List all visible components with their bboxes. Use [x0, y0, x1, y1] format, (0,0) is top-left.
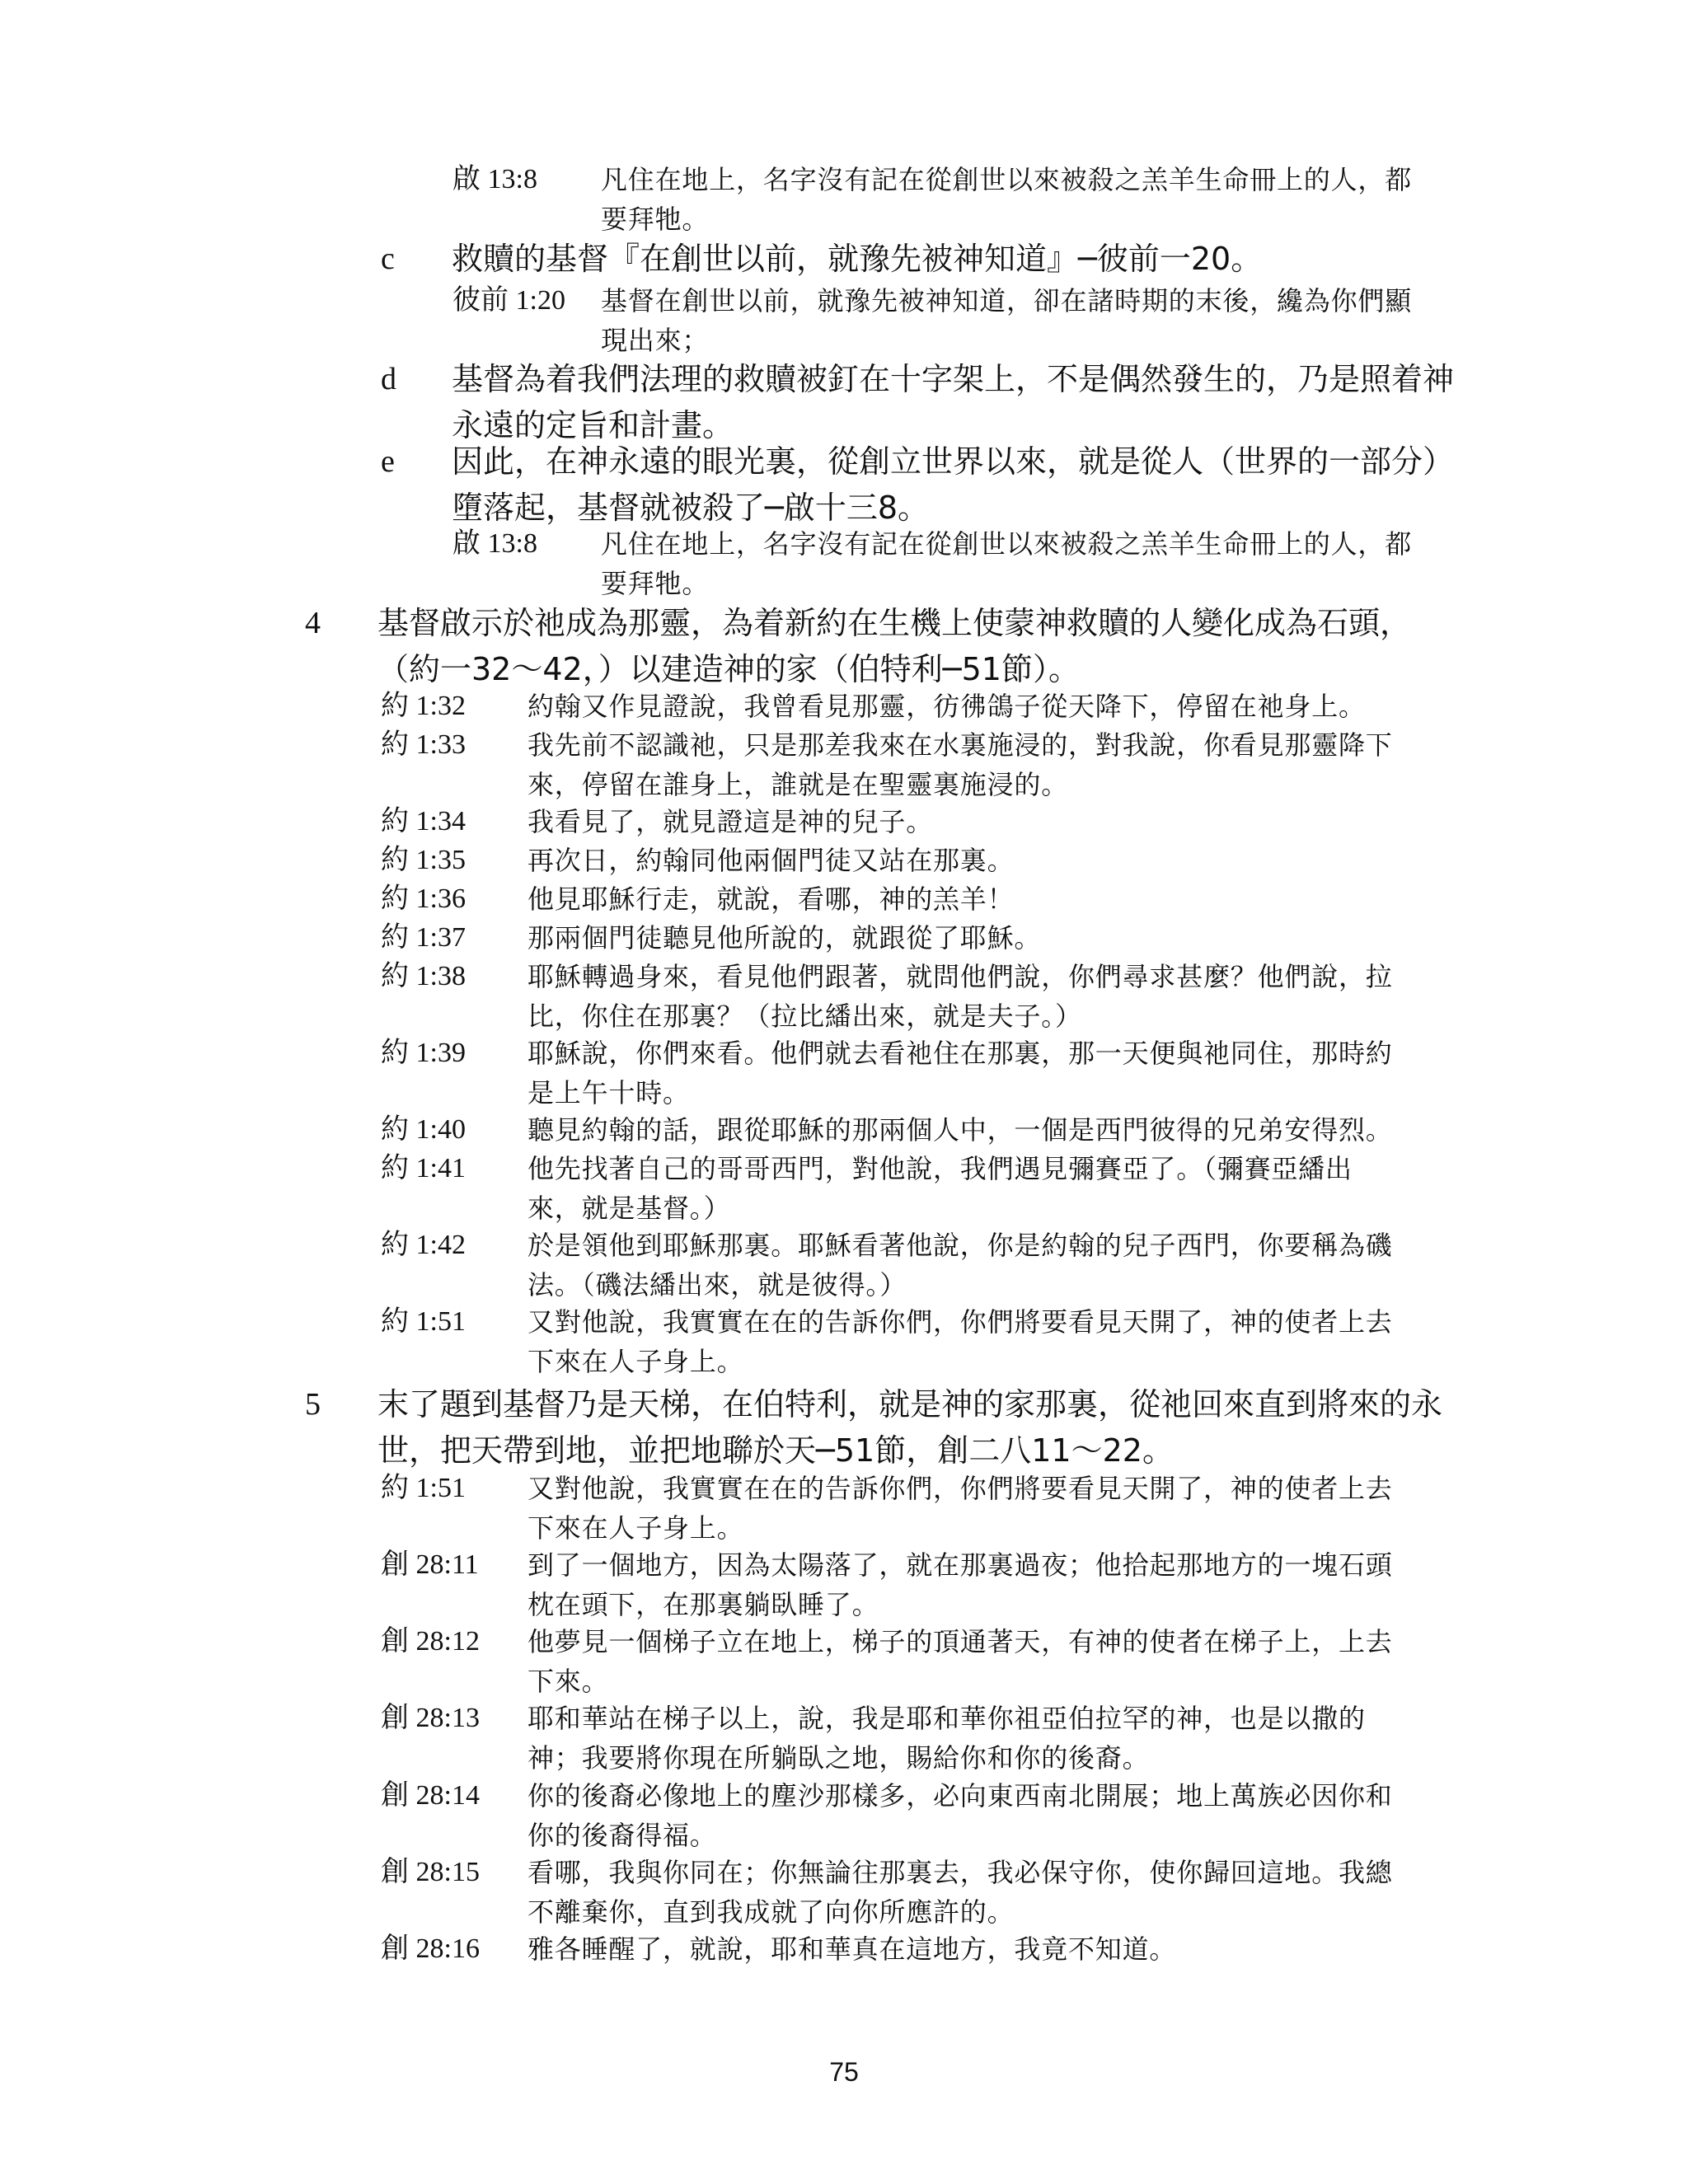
verse-line: 耶和華站在梯子以上，說，我是耶和華你祖亞伯拉罕的神，也是以撒的: [528, 1703, 1366, 1734]
verse-line: 又對他說，我實實在在的告訴你們，你們將要看見天開了，神的使者上去: [528, 1306, 1393, 1338]
point-label: c: [381, 241, 395, 276]
verse-line: 他見耶穌行走，就說，看哪，神的羔羊！: [528, 883, 1015, 915]
verse-text: [528, 1776, 1393, 1855]
verse-line: 不離棄你，直到我成就了向你所應許的。: [528, 1896, 1015, 1928]
verse-reference: 創 28:14: [381, 1780, 480, 1811]
verse-line: 耶穌說，你們來看。他們就去看祂住在那裏，那一天便與祂同住，那時約: [528, 1038, 1393, 1069]
verse-reference: 約 1:33: [381, 729, 466, 760]
point-line: 基督啟示於祂成為那靈，為着新約在生機上使蒙神救贖的人變化成為石頭，: [377, 605, 1412, 641]
verse-text: [528, 841, 1014, 880]
point-text: [452, 438, 1454, 531]
verse-reference: 約 1:51: [381, 1473, 466, 1503]
verse-reference: 創 28:16: [381, 1933, 480, 1964]
verse-line: 現出來；: [601, 325, 710, 356]
verse-line: 看哪，我與你同在；你無論往那裏去，我必保守你，使你歸回這地。我總: [528, 1857, 1393, 1888]
verse-line: 是上午十時。: [528, 1077, 690, 1108]
verse-text: [528, 1929, 1176, 1969]
verse-text: [601, 160, 1412, 239]
verse-text: [528, 725, 1393, 804]
verse-text: [528, 918, 1041, 958]
point-text: [377, 600, 1411, 692]
verse-reference: 約 1:42: [381, 1230, 466, 1260]
verse-line: 耶穌轉過身來，看見他們跟著，就問他們說，你們尋求甚麼？他們說，拉: [528, 961, 1393, 992]
verse-line: 下來在人子身上。: [528, 1346, 744, 1377]
verse-reference: 約 1:34: [381, 806, 466, 837]
verse-line: 那兩個門徒聽見他所說的，就跟從了耶穌。: [528, 922, 1042, 954]
point-line: 基督為着我們法理的救贖被釘在十字架上，不是偶然發生的，乃是照着神: [452, 361, 1455, 397]
verse-line: 基督在創世以前，就豫先被神知道，卻在諸時期的末後，纔為你們顯: [601, 285, 1413, 316]
verse-reference: 約 1:39: [381, 1038, 466, 1068]
verse-line: 要拜牠。: [601, 204, 710, 235]
verse-reference: 創 28:12: [381, 1626, 480, 1657]
point-text: [452, 236, 1262, 282]
verse-text: [528, 802, 933, 841]
verse-line: 凡住在地上，名字沒有記在從創世以來被殺之羔羊生命冊上的人，都: [601, 164, 1413, 195]
point-line: 世，把天帶到地，並把地聯於天─51節，創二八11～22。: [377, 1432, 1174, 1469]
verse-line: 他夢見一個梯子立在地上，梯子的頂通著天，有神的使者在梯子上，上去: [528, 1626, 1393, 1657]
verse-line: 你的後裔必像地上的塵沙那樣多，必向東西南北開展；地上萬族必因你和: [528, 1780, 1393, 1811]
point-text: [377, 1381, 1442, 1474]
verse-reference: 約 1:38: [381, 961, 466, 991]
point-label: d: [381, 362, 396, 396]
verse-text: [528, 1469, 1393, 1548]
verse-reference: 約 1:37: [381, 922, 466, 953]
verse-line: 你的後裔得福。: [528, 1820, 717, 1851]
verse-line: 來，停留在誰身上，誰就是在聖靈裏施浸的。: [528, 769, 1069, 800]
verse-line: 到了一個地方，因為太陽落了，就在那裏過夜；他拾起那地方的一塊石頭: [528, 1549, 1393, 1581]
verse-reference: 約 1:32: [381, 691, 466, 721]
verse-line: 他先找著自己的哥哥西門，對他說，我們遇見彌賽亞了。（彌賽亞繙出: [528, 1153, 1353, 1184]
verse-text: [601, 281, 1412, 360]
verse-text: [528, 1033, 1393, 1113]
verse-text: [528, 1699, 1366, 1778]
verse-line: 我看見了，就見證這是神的兒子。: [528, 806, 934, 837]
point-line: 救贖的基督『在創世以前，就豫先被神知道』─彼前一20。: [452, 241, 1263, 277]
verse-text: [528, 1853, 1393, 1932]
verse-reference: 創 28:15: [381, 1857, 480, 1887]
verse-reference: 約 1:36: [381, 883, 466, 914]
point-line: 永遠的定旨和計畫。: [452, 407, 734, 443]
verse-text: [528, 687, 1366, 726]
page-number: 75: [829, 2057, 859, 2087]
point-line: （約一32～42，）以建造神的家（伯特利─51節）。: [377, 651, 1080, 687]
verse-line: 下來。: [528, 1666, 609, 1697]
verse-reference: 約 1:35: [381, 845, 466, 875]
verse-text: [528, 1149, 1353, 1228]
point-label: 4: [305, 606, 321, 640]
point-text: [452, 356, 1454, 448]
verse-line: 下來在人子身上。: [528, 1512, 744, 1544]
point-line: 因此，在神永遠的眼光裏，從創立世界以來，就是從人（世界的一部分）: [452, 443, 1455, 480]
verse-line: 聽見約翰的話，跟從耶穌的那兩個人中，一個是西門彼得的兄弟安得烈。: [528, 1114, 1393, 1146]
point-line: 墮落起，基督就被殺了─啟十三8。: [452, 490, 930, 526]
verse-text: [528, 1110, 1393, 1150]
verse-reference: 彼前 1:20: [452, 285, 565, 316]
verse-reference: 啟 13:8: [452, 528, 537, 559]
verse-line: 我先前不認識祂，只是那差我來在水裏施浸的，對我說，你看見那靈降下: [528, 729, 1393, 761]
verse-line: 又對他說，我實實在在的告訴你們，你們將要看見天開了，神的使者上去: [528, 1473, 1393, 1504]
verse-line: 法。（磯法繙出來，就是彼得。）: [528, 1269, 907, 1301]
point-label: 5: [305, 1387, 321, 1422]
verse-text: [528, 879, 1014, 919]
verse-reference: 創 28:13: [381, 1703, 480, 1733]
verse-line: 再次日，約翰同他兩個門徒又站在那裏。: [528, 845, 1015, 876]
verse-text: [528, 1302, 1393, 1381]
verse-line: 雅各睡醒了，就說，耶和華真在這地方，我竟不知道。: [528, 1933, 1177, 1965]
verse-reference: 約 1:41: [381, 1153, 466, 1183]
verse-reference: 創 28:11: [381, 1549, 479, 1580]
verse-line: 凡住在地上，名字沒有記在從創世以來被殺之羔羊生命冊上的人，都: [601, 528, 1413, 560]
verse-line: 比，你住在那裏？（拉比繙出來，就是夫子。）: [528, 1001, 1082, 1032]
verse-line: 約翰又作見證說，我曾看見那靈，彷彿鴿子從天降下，停留在祂身上。: [528, 691, 1366, 722]
verse-text: [528, 1545, 1393, 1624]
verse-reference: 啟 13:8: [452, 164, 537, 194]
verse-reference: 約 1:51: [381, 1306, 466, 1337]
verse-text: [528, 1226, 1393, 1305]
point-label: e: [381, 444, 395, 479]
verse-reference: 約 1:40: [381, 1114, 466, 1145]
verse-line: 來，就是基督。）: [528, 1193, 731, 1224]
verse-line: 神；我要將你現在所躺臥之地，賜給你和你的後裔。: [528, 1742, 1150, 1774]
verse-line: 要拜牠。: [601, 568, 710, 599]
point-line: 末了題到基督乃是天梯，在伯特利，就是神的家那裏，從祂回來直到將來的永: [377, 1386, 1443, 1422]
verse-text: [601, 524, 1412, 603]
verse-line: 於是領他到耶穌那裏。耶穌看著他說，你是約翰的兒子西門，你要稱為磯: [528, 1230, 1393, 1261]
verse-line: 枕在頭下，在那裏躺臥睡了。: [528, 1589, 879, 1620]
verse-text: [528, 957, 1393, 1036]
verse-text: [528, 1622, 1393, 1701]
